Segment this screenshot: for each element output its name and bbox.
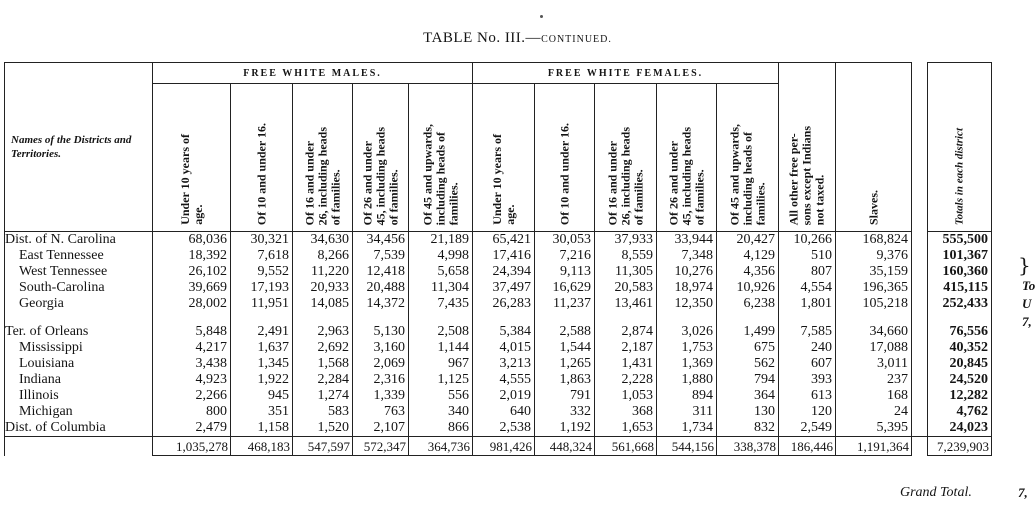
cell-other: 2,549 <box>779 420 836 437</box>
males-10-16-header: Of 10 and under 16. <box>231 84 293 232</box>
cell-m5: 5,658 <box>409 264 473 280</box>
cell-other: 510 <box>779 248 836 264</box>
table-row <box>5 356 992 372</box>
gap-cell <box>473 312 535 324</box>
table-row <box>5 232 992 249</box>
females-26-45-header: Of 26 and under 45, including heads of families. <box>657 84 717 232</box>
cell-m2: 945 <box>231 388 293 404</box>
spacer-column <box>912 63 928 232</box>
spacer-cell <box>912 324 928 340</box>
spacer-cell <box>912 356 928 372</box>
district-name: East Tennessee <box>5 248 153 264</box>
cell-f4: 1,880 <box>657 372 717 388</box>
cell-f5: 130 <box>717 404 779 420</box>
cell-total: 76,556 <box>928 324 992 340</box>
spacer-cell <box>912 388 928 404</box>
spacer-cell <box>912 232 928 249</box>
cell-m2: 30,321 <box>231 232 293 249</box>
district-name: Indiana <box>5 372 153 388</box>
spacer-cell <box>912 340 928 356</box>
cell-f3: 1,653 <box>595 420 657 437</box>
group-header-row <box>5 63 992 84</box>
cell-f1: 3,213 <box>473 356 535 372</box>
gap-cell <box>231 312 293 324</box>
cell-f4: 3,026 <box>657 324 717 340</box>
cell-m1: 18,392 <box>153 248 231 264</box>
cell-f4: 1,369 <box>657 356 717 372</box>
cell-f4: 33,944 <box>657 232 717 249</box>
cell-f3: 1,431 <box>595 356 657 372</box>
cell-m3: 2,963 <box>293 324 353 340</box>
cell-slaves: 5,395 <box>836 420 912 437</box>
cell-f1: 2,538 <box>473 420 535 437</box>
cell-other: 393 <box>779 372 836 388</box>
cell-m1: 39,669 <box>153 280 231 296</box>
cell-f2: 1,863 <box>535 372 595 388</box>
table-row <box>5 296 992 312</box>
cell-total: 4,762 <box>928 404 992 420</box>
females-45-up-header: Of 45 and upwards, including heads of families. <box>717 84 779 232</box>
cell-f4: 10,276 <box>657 264 717 280</box>
totals-row <box>5 437 992 456</box>
cell-m3: 583 <box>293 404 353 420</box>
cell-m3: 1,520 <box>293 420 353 437</box>
cell-m1: 3,438 <box>153 356 231 372</box>
cell-f3: 1,053 <box>595 388 657 404</box>
cell-m2: 17,193 <box>231 280 293 296</box>
cell-f2: 1,544 <box>535 340 595 356</box>
cell-f5: 562 <box>717 356 779 372</box>
total-males-45-up: 364,736 <box>409 437 473 456</box>
total-females-16-26: 561,668 <box>595 437 657 456</box>
cell-f1: 2,019 <box>473 388 535 404</box>
cell-m5: 1,144 <box>409 340 473 356</box>
spacer-cell <box>912 420 928 437</box>
cell-f5: 20,427 <box>717 232 779 249</box>
cell-m3: 1,568 <box>293 356 353 372</box>
cell-slaves: 105,218 <box>836 296 912 312</box>
cell-other: 1,801 <box>779 296 836 312</box>
cell-slaves: 168 <box>836 388 912 404</box>
ink-speck <box>540 15 543 18</box>
gap-cell <box>409 312 473 324</box>
cell-f3: 2,874 <box>595 324 657 340</box>
district-name: Michigan <box>5 404 153 420</box>
cell-m3: 20,933 <box>293 280 353 296</box>
cell-m1: 26,102 <box>153 264 231 280</box>
cell-f3: 2,187 <box>595 340 657 356</box>
cell-m1: 800 <box>153 404 231 420</box>
cell-m1: 2,479 <box>153 420 231 437</box>
cell-f5: 4,356 <box>717 264 779 280</box>
table-row <box>5 340 992 356</box>
free-white-males-header: FREE WHITE MALES. <box>153 63 473 84</box>
cell-total: 24,520 <box>928 372 992 388</box>
cell-m5: 4,998 <box>409 248 473 264</box>
gap-cell <box>779 312 836 324</box>
cell-m4: 763 <box>353 404 409 420</box>
district-name: Mississippi <box>5 340 153 356</box>
district-name: South-Carolina <box>5 280 153 296</box>
cell-f4: 12,350 <box>657 296 717 312</box>
cell-f2: 30,053 <box>535 232 595 249</box>
cell-m2: 2,491 <box>231 324 293 340</box>
males-45-up-header: Of 45 and upwards, including heads of families. <box>409 84 473 232</box>
page-title: TABLE No. III.—CONTINUED. <box>423 30 612 46</box>
cell-f1: 26,283 <box>473 296 535 312</box>
cell-f4: 894 <box>657 388 717 404</box>
cell-f2: 7,216 <box>535 248 595 264</box>
cell-f1: 65,421 <box>473 232 535 249</box>
cell-total: 12,282 <box>928 388 992 404</box>
table-row <box>5 324 992 340</box>
males-16-26-header: Of 16 and under 26, including heads of families. <box>293 84 353 232</box>
cell-f2: 16,629 <box>535 280 595 296</box>
cell-f1: 17,416 <box>473 248 535 264</box>
cell-m3: 2,692 <box>293 340 353 356</box>
names-column-header: Names of the Districts and Territories. <box>5 63 153 232</box>
cell-f3: 2,228 <box>595 372 657 388</box>
cell-f2: 791 <box>535 388 595 404</box>
cell-slaves: 35,159 <box>836 264 912 280</box>
cell-m1: 5,848 <box>153 324 231 340</box>
cell-m5: 866 <box>409 420 473 437</box>
gap-cell <box>928 312 992 324</box>
cell-total: 160,360 <box>928 264 992 280</box>
cell-m4: 14,372 <box>353 296 409 312</box>
cell-f1: 5,384 <box>473 324 535 340</box>
cell-f2: 1,192 <box>535 420 595 437</box>
cell-m4: 34,456 <box>353 232 409 249</box>
totals-spacer <box>912 437 928 456</box>
females-10-16-header: Of 10 and under 16. <box>535 84 595 232</box>
edge-fragment-1: To <box>1022 278 1035 293</box>
cell-other: 4,554 <box>779 280 836 296</box>
cell-f5: 6,238 <box>717 296 779 312</box>
cell-m2: 1,637 <box>231 340 293 356</box>
cell-m5: 340 <box>409 404 473 420</box>
table-row <box>5 372 992 388</box>
total-males-10-16: 468,183 <box>231 437 293 456</box>
total-slaves: 1,191,364 <box>836 437 912 456</box>
gap-cell <box>535 312 595 324</box>
cell-m3: 14,085 <box>293 296 353 312</box>
cell-f4: 1,734 <box>657 420 717 437</box>
cell-f1: 24,394 <box>473 264 535 280</box>
cell-m4: 12,418 <box>353 264 409 280</box>
cell-f4: 311 <box>657 404 717 420</box>
spacer-cell <box>912 280 928 296</box>
cell-m4: 5,130 <box>353 324 409 340</box>
cell-other: 807 <box>779 264 836 280</box>
cell-f3: 11,305 <box>595 264 657 280</box>
spacer-cell <box>912 372 928 388</box>
cell-m1: 28,002 <box>153 296 231 312</box>
total-females-45-up: 338,378 <box>717 437 779 456</box>
cell-f5: 1,499 <box>717 324 779 340</box>
cell-slaves: 24 <box>836 404 912 420</box>
cell-total: 415,115 <box>928 280 992 296</box>
cell-m4: 20,488 <box>353 280 409 296</box>
cell-f2: 332 <box>535 404 595 420</box>
gap-cell <box>353 312 409 324</box>
cell-slaves: 237 <box>836 372 912 388</box>
cell-f1: 4,555 <box>473 372 535 388</box>
cell-slaves: 196,365 <box>836 280 912 296</box>
cell-f5: 4,129 <box>717 248 779 264</box>
cell-f2: 9,113 <box>535 264 595 280</box>
total-females-10-16: 448,324 <box>535 437 595 456</box>
district-name: Illinois <box>5 388 153 404</box>
table-row <box>5 280 992 296</box>
cell-m5: 556 <box>409 388 473 404</box>
district-name: Ter. of Orleans <box>5 324 153 340</box>
cell-m3: 2,284 <box>293 372 353 388</box>
total-other-free: 186,446 <box>779 437 836 456</box>
cell-f5: 10,926 <box>717 280 779 296</box>
cell-m4: 2,107 <box>353 420 409 437</box>
cell-f2: 2,588 <box>535 324 595 340</box>
cell-f3: 368 <box>595 404 657 420</box>
spacer-cell <box>912 296 928 312</box>
cell-slaves: 9,376 <box>836 248 912 264</box>
edge-fragment-3: 7, <box>1022 314 1032 329</box>
cell-m2: 1,158 <box>231 420 293 437</box>
edge-fragment-4: 7, <box>1018 485 1028 500</box>
grand-total-label: Grand Total. <box>900 485 972 500</box>
cell-f3: 13,461 <box>595 296 657 312</box>
cell-m2: 1,345 <box>231 356 293 372</box>
gap-cell <box>912 312 928 324</box>
cell-slaves: 3,011 <box>836 356 912 372</box>
cell-m4: 1,339 <box>353 388 409 404</box>
gap-cell <box>293 312 353 324</box>
cell-m1: 2,266 <box>153 388 231 404</box>
cell-m2: 351 <box>231 404 293 420</box>
cell-m4: 2,069 <box>353 356 409 372</box>
cell-slaves: 168,824 <box>836 232 912 249</box>
cell-m3: 34,630 <box>293 232 353 249</box>
grand-total-value: 7,239,903 <box>928 437 992 456</box>
cell-f3: 8,559 <box>595 248 657 264</box>
cell-m5: 967 <box>409 356 473 372</box>
row-gap <box>5 312 992 324</box>
cell-m5: 1,125 <box>409 372 473 388</box>
gap-cell <box>657 312 717 324</box>
cell-m3: 11,220 <box>293 264 353 280</box>
totals-name-cell <box>5 437 153 456</box>
census-table <box>4 62 992 456</box>
cell-f1: 37,497 <box>473 280 535 296</box>
slaves-header: Slaves. <box>836 63 912 232</box>
district-name: Dist. of Columbia <box>5 420 153 437</box>
females-under-10-header: Under 10 years of age. <box>473 84 535 232</box>
cell-m2: 11,951 <box>231 296 293 312</box>
cell-f3: 37,933 <box>595 232 657 249</box>
cell-m2: 9,552 <box>231 264 293 280</box>
table-row <box>5 248 992 264</box>
cell-m1: 4,217 <box>153 340 231 356</box>
cell-f3: 20,583 <box>595 280 657 296</box>
cell-other: 120 <box>779 404 836 420</box>
district-rows <box>5 232 992 437</box>
cell-f2: 1,265 <box>535 356 595 372</box>
cell-m5: 7,435 <box>409 296 473 312</box>
cell-f5: 364 <box>717 388 779 404</box>
cell-total: 40,352 <box>928 340 992 356</box>
total-females-under-10: 981,426 <box>473 437 535 456</box>
cell-f4: 18,974 <box>657 280 717 296</box>
cell-f5: 832 <box>717 420 779 437</box>
gap-cell <box>836 312 912 324</box>
total-males-26-45: 572,347 <box>353 437 409 456</box>
cell-total: 101,367 <box>928 248 992 264</box>
cell-m4: 3,160 <box>353 340 409 356</box>
cell-m2: 7,618 <box>231 248 293 264</box>
cell-m3: 8,266 <box>293 248 353 264</box>
cell-total: 252,433 <box>928 296 992 312</box>
cell-total: 24,023 <box>928 420 992 437</box>
cell-other: 7,585 <box>779 324 836 340</box>
cell-m3: 1,274 <box>293 388 353 404</box>
males-26-45-header: Of 26 and under 45, including heads of families. <box>353 84 409 232</box>
cell-other: 607 <box>779 356 836 372</box>
table-row <box>5 420 992 437</box>
cell-f4: 7,348 <box>657 248 717 264</box>
females-16-26-header: Of 16 and under 26, including heads of families. <box>595 84 657 232</box>
district-name: West Tennessee <box>5 264 153 280</box>
cell-m5: 2,508 <box>409 324 473 340</box>
total-males-16-26: 547,597 <box>293 437 353 456</box>
table-row <box>5 388 992 404</box>
cell-total: 20,845 <box>928 356 992 372</box>
males-under-10-header: Under 10 years of age. <box>153 84 231 232</box>
other-free-persons-header: All other free per- sons except Indians not taxed. <box>779 63 836 232</box>
cell-m5: 21,189 <box>409 232 473 249</box>
cell-m4: 7,539 <box>353 248 409 264</box>
district-totals-header: Totals in each district <box>928 63 992 232</box>
edge-fragment-2: U <box>1022 296 1032 311</box>
cell-m2: 1,922 <box>231 372 293 388</box>
spacer-cell <box>912 404 928 420</box>
cell-total: 555,500 <box>928 232 992 249</box>
cell-f2: 11,237 <box>535 296 595 312</box>
district-name: Georgia <box>5 296 153 312</box>
brace-mark: } <box>1018 253 1031 277</box>
cell-f1: 640 <box>473 404 535 420</box>
cell-m1: 4,923 <box>153 372 231 388</box>
cell-slaves: 34,660 <box>836 324 912 340</box>
cell-other: 240 <box>779 340 836 356</box>
cell-slaves: 17,088 <box>836 340 912 356</box>
total-females-26-45: 544,156 <box>657 437 717 456</box>
cell-m1: 68,036 <box>153 232 231 249</box>
table-row <box>5 264 992 280</box>
table-row <box>5 404 992 420</box>
cell-f4: 1,753 <box>657 340 717 356</box>
cell-m4: 2,316 <box>353 372 409 388</box>
cell-f5: 794 <box>717 372 779 388</box>
free-white-females-header: FREE WHITE FEMALES. <box>473 63 779 84</box>
cell-m5: 11,304 <box>409 280 473 296</box>
gap-cell <box>717 312 779 324</box>
gap-cell <box>5 312 153 324</box>
spacer-cell <box>912 248 928 264</box>
gap-cell <box>595 312 657 324</box>
total-males-under-10: 1,035,278 <box>153 437 231 456</box>
gap-cell <box>153 312 231 324</box>
district-name: Dist. of N. Carolina <box>5 232 153 249</box>
cell-other: 10,266 <box>779 232 836 249</box>
cell-f5: 675 <box>717 340 779 356</box>
spacer-cell <box>912 264 928 280</box>
cell-f1: 4,015 <box>473 340 535 356</box>
cell-other: 613 <box>779 388 836 404</box>
district-name: Louisiana <box>5 356 153 372</box>
